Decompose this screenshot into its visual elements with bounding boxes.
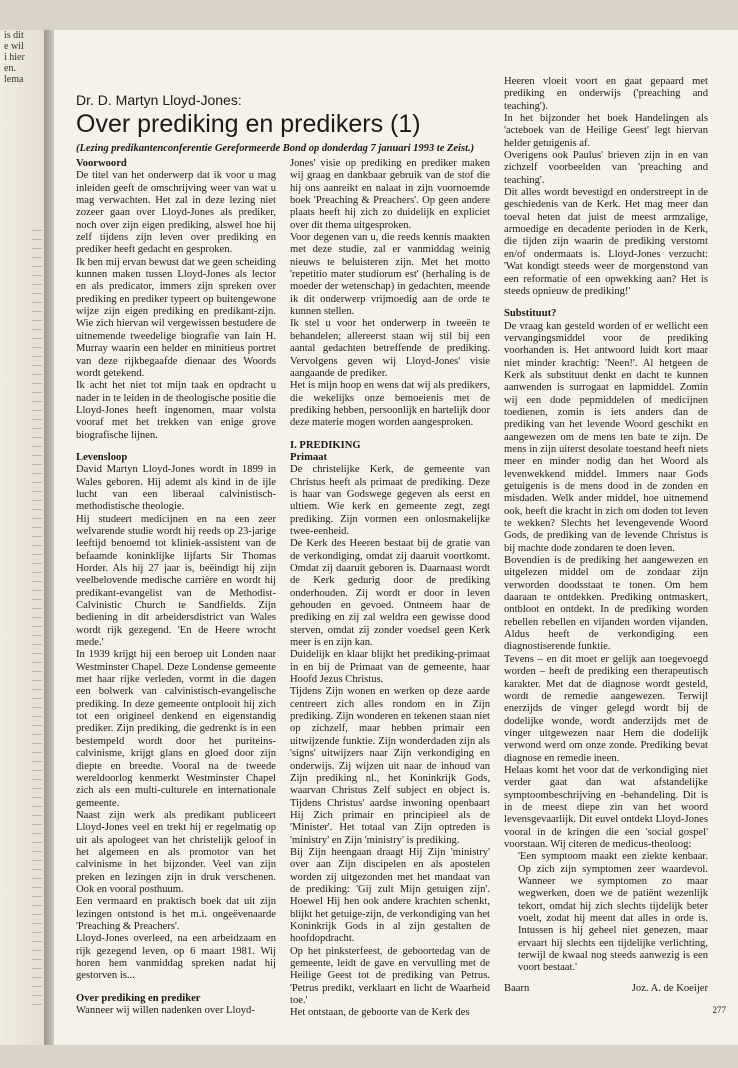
paragraph: De Kerk des Heeren bestaat bij de gratie van de verkondiging, omdat zij daaruit voortkomt. Omdat zij daaruit geboren is. Daarnaast wordt de Kerk gedurig door de prediking onderhouden. Zij wordt er door in leven gehouden en gevoed. Ontneem haar de prediking en zij zal weldra een gewisse dood sterven, omdat zij zonder voedsel geen Kerk meer is en zijn kan. bbox=[290, 538, 490, 649]
paragraph: Een vermaard en praktisch boek dat uit zijn lezingen ontstond is het m.i. ongeëvenaarde 'Preaching & Preachers'. bbox=[76, 896, 276, 932]
page-number: 277 bbox=[712, 1005, 726, 1015]
paragraph: Jones' visie op prediking en prediker maken wij graag en dankbaar gebruik van de stof die hij ons aanreikt en nalaat in zijn voornoemde boek 'Preaching & Preachers'. Op geen andere plaats heeft hij zich zo duidelijk en expliciet over dit thema uitgesproken. bbox=[290, 158, 490, 231]
author-line: Dr. D. Martyn Lloyd-Jones: bbox=[76, 92, 242, 108]
section-gap bbox=[76, 442, 276, 452]
article-subtitle: (Lezing predikantenconferentie Gereformeerde Bond op donderdag 7 januari 1993 te Zeist.) bbox=[76, 143, 475, 154]
paragraph: In het bijzonder het boek Handelingen als 'acteboek van de Heilige Geest' legt hiervan helder getuigenis af. bbox=[504, 113, 708, 149]
section-heading: I. PREDIKING bbox=[290, 439, 361, 451]
facing-page-text-blur bbox=[32, 230, 42, 1005]
facing-page-edge bbox=[0, 30, 44, 1045]
paragraph: Ik acht het niet tot mijn taak en opdracht u nader in te leiden in de theologische positie die Lloyd-Jones heeft ingenomen, maar volsta vooraf met het trekken van enige grove biografische lijnen. bbox=[76, 380, 276, 441]
paragraph: Duidelijk en klaar blijkt het prediking-primaat in en bij de Primaat van de gemeente, haar Hoofd Jezus Christus. bbox=[290, 649, 490, 686]
section-gap bbox=[504, 298, 708, 308]
column-3-body bbox=[504, 76, 708, 975]
margin-fragment: lema bbox=[4, 74, 24, 85]
paragraph: Wanneer wij willen nadenken over Lloyd- bbox=[76, 1005, 255, 1017]
paragraph: Het is mijn hoop en wens dat wij als predikers, die wekelijks onze bemoeienis met de prediking hebben, persoonlijk en hartelijk door deze materie mogen worden aangesproken. bbox=[290, 380, 490, 429]
text-column-2 bbox=[290, 158, 490, 1020]
book-gutter bbox=[44, 30, 54, 1045]
paragraph: Ik ben mij ervan bewust dat we geen scheiding kunnen maken tussen Lloyd-Jones als lector en als predicator, immers zijn spreken over prediking en prediker typeert op buitengewone wijze zijn eigen prediking en predikant-zijn. Wie zich hiervan wil vergewissen bestudere de uitnemende tweedelige biografie van Iain H. Murray waarin een helder en minitieus portret van deze rijkbegaafde dienaar des Woords wordt getekend. bbox=[76, 256, 276, 379]
paragraph: Het ontstaan, de geboorte van de Kerk des bbox=[290, 1007, 470, 1019]
paragraph: Tevens – en dit moet er gelijk aan toegevoegd worden – heeft de prediking een therapeutisch karakter. Met dat de diagnose wordt gesteld, wordt de remedie aangewezen. Terwijl enerzijds de vinger gelegd wordt bij de dodelijke wonde, wordt anderzijds met de vinger uitgewezen naar Hem die dodelijk verwond werd om onze zonde. Prediking bevat diagnose en remedie ineen. bbox=[504, 653, 708, 764]
paragraph: Bovendien is de prediking het aangewezen en uitgelezen middel om de zondaar zijn verworden doodsstaat te tonen. Om hem daaraan te ontdekken. Prediking ontmaskert, ontbloot en ontdekt. In de prediking worden rebellen rebellen en vijanden worden vijanden. Aldus heeft de verkondiging een diagnostiserende funktie. bbox=[504, 555, 708, 653]
section-heading: Over prediking en prediker bbox=[76, 992, 201, 1004]
section-heading: Voorwoord bbox=[76, 158, 127, 169]
paragraph: Heeren vloeit voort en gaat gepaard met prediking en onderwijs ('preaching and teaching'). bbox=[504, 76, 708, 112]
paragraph: Ik stel u voor het onderwerp in tweeën te behandelen; allereerst staan wij stil bij een aantal gedachten betreffende de prediking. Vervolgens geven wij Lloyd-Jones' visie aangaande de prediker. bbox=[290, 318, 490, 379]
signoff-name: Joz. A. de Koeijer bbox=[631, 982, 708, 994]
paragraph: De christelijke Kerk, de gemeente van Christus heeft als primaat de prediking. Deze is haar van Godswege gegeven als eerst en ultiem. Wie kerk en gemeente zegt, zegt prediking. Zijn vormen een onlosmakelijke twee-eenheid. bbox=[290, 464, 490, 537]
article-title: Over prediking en predikers (1) bbox=[76, 110, 421, 138]
paragraph: Naast zijn werk als predikant publiceert Lloyd-Jones veel en trekt hij er regelmatig op uit als apologeet van het christelijk geloof in het algemeen en als promotor van het calvinisme in het bijzonder. Veel van zijn preken en lezingen zijn in druk verschenen. Ook en vooral posthuum. bbox=[76, 809, 276, 895]
section-gap bbox=[290, 430, 490, 440]
paragraph: Bij Zijn heengaan draagt Hij Zijn 'ministry' over aan Zijn discipelen en als apostelen worden zij uitgezonden met het mandaat van de prediking: 'Gij zult Mijn getuigen zijn'. Hoewel Hij hen ook andere krachten schenkt, blijkt het getuige-zijn, de verkondiging van het Koninkrijk Gods in al zijn gestalten de hoofdopdracht. bbox=[290, 846, 490, 945]
margin-fragment: i hier bbox=[4, 52, 25, 63]
article-header bbox=[76, 92, 476, 154]
paragraph: Op het pinksterfeest, de geboortedag van de gemeente, leidt de gave en vervulling met de Heilige Geest tot de prediking van Petrus. 'Petrus predikt, verklaart en licht de Waarheid toe.' bbox=[290, 945, 490, 1007]
margin-fragment: e wil bbox=[4, 41, 24, 52]
margin-fragment: en. bbox=[4, 63, 16, 74]
paragraph: De vraag kan gesteld worden of er wellicht een vervangingsmiddel voor de prediking voorhanden is. Het antwoord luidt kort maar niet minder krachtig: 'Neen!'. Al hetgeen de Kerk als substituut denkt en dacht te kunnen aanwenden is surrogaat en lapmiddel. Zomin wij een dode pepmiddelen of medicijnen toedienen, zomin is iets anders dan de prediking van het levende Woord geschikt en aangewezen om de mens ten bate te zijn. De mens in zijn uiterst desolate toestand heeft niets meer en minder nodig dan het Woord als levenwekkend middel. Immers naar Gods getuigenis is de mens dood in de zonden en misdaden. Welk ander middel, hoe uitnemend ook, heeft die kracht in zich om doden tot leven te wekken? Slechts het levengevende Woord Gods, de prediking van de levende Christus is bij machte dode zondaren te doen leven. bbox=[504, 320, 708, 554]
block-quote: 'Een symptoom maakt een ziekte kenbaar. Op zich zijn symptomen zeer waardevol. Wanneer we symptomen zo maar wegwerken, doen we de patiënt wezenlijk tekort, omdat hij zich slechts tijdelijk beter voelt, zodat hij meent dat alles in orde is. Intussen is hij geheel niet genezen, maar ervaart hij slechts een tijdelijke verlichting, terwijl de kwaal nog steeds aanwezig is een voort bestaat.' bbox=[518, 851, 708, 974]
section-heading: Substituut? bbox=[504, 308, 557, 320]
margin-fragment: is dit bbox=[4, 30, 24, 41]
paragraph: Dit alles wordt bevestigd en onderstreept in de geschiedenis van de Kerk. Het mag meer dan toeval heten dat juist de meest armzalige, armoedige en decadente perioden in de Kerk, die tijden zijn waarin de prediking verstomt en/of ondermaats is. Lloyd-Jones verzucht: 'Wat kondigt steeds weer de morgenstond van een reformatie of een opwekking aan? Het is steeds opnieuw de prediking!' bbox=[504, 187, 708, 297]
text-column-1 bbox=[76, 158, 276, 1017]
signoff bbox=[504, 983, 708, 995]
paragraph: Voor degenen van u, die reeds kennis maakten met deze studie, zal er vanmiddag weinig nieuws te beluisteren zijn. Met het motto 'repetitio mater studiorum est' (herhaling is de moeder der wetenschap) in gedachten, meende ik dit onderwerp vrijmoedig aan de orde te kunnen stellen. bbox=[290, 232, 490, 318]
section-heading: Levensloop bbox=[76, 451, 128, 463]
paragraph: De titel van het onderwerp dat ik voor u mag inleiden geeft de omschrijving weer van wat u mag verwachten. Het zal in deze lezing niet zozeer gaan over Lloyd-Jones als prediker, noch over zijn eigen prediking, alswel hoe hij zelf tijdens zijn leven over prediking en prediker heeft gedacht en gesproken. bbox=[76, 170, 276, 256]
paragraph: Overigens ook Paulus' brieven zijn in en van zichzelf voorbeelden van 'preaching and teaching'. bbox=[504, 150, 708, 186]
paragraph: Helaas komt het voor dat de verkondiging niet verder gaat dan wat afstandelijke symptoombeschrijving en -behandeling. Dit is in de meest diepe zin van het woord levensgevaarlijk. Dit euvel ontdekt Lloyd-Jones vooral in de kringen die een 'social gospel' voorstaan. Wij citeren de medicus-theoloog: bbox=[504, 764, 708, 850]
paragraph: David Martyn Lloyd-Jones wordt in 1899 in Wales geboren. Hij ademt als kind in de ijle lucht van een liberaal calvinistisch-methodistische theologie. bbox=[76, 464, 276, 513]
magazine-page bbox=[54, 30, 738, 1045]
paragraph: Lloyd-Jones overleed, na een arbeidzaam en rijk gezegend leven, op 6 maart 1981. Wij horen hem vanmiddag spreken nadat hij gestorven is... bbox=[76, 933, 276, 982]
paragraph: Tijdens Zijn wonen en werken op deze aarde centreert zich alles rondom en in Zijn prediking. Zijn wonderen en tekenen staan niet op zichzelf, maar hebben primair een uitwijzende funktie. Zijn wonderdaden zijn als 'signs' uitwijzers naar Zijn verkondiging en onderwijs. Zij wijzen uit naar de inhoud van Zijn prediking nl., het Koninkrijk Gods, waarvan Christus Zelf subject en object is. Tijdens Christus' aardse inwoning openbaart Hij Zich primair en principieel als de 'Minister'. Het totaal van Zijn optreden is 'ministry' en Zijn 'ministry' is prediking. bbox=[290, 686, 490, 846]
section-heading: Primaat bbox=[290, 451, 328, 463]
section-gap bbox=[76, 983, 276, 993]
paragraph: Hij studeert medicijnen en na een zeer welvarende studie wordt hij reeds op 23-jarige leeftijd benoemd tot kliniek-assistent van de befaamde koninklijke lijfarts Sir Thomas Horder. Als hij 27 jaar is, beëindigt hij zijn veelbelovende medische carrière en wordt hij predikant-evangelist van de Methodist-Calvinistic Church te Sandfields. Zijn bediening in dit arbeidersdistrict van Wales wordt rijk gezegend. 'En de Heere wrocht mede.' bbox=[76, 513, 276, 649]
text-column-3 bbox=[504, 76, 708, 995]
signoff-place: Baarn bbox=[504, 982, 530, 994]
paragraph: In 1939 krijgt hij een beroep uit Londen naar Westminster Chapel. Deze Londense gemeente met haar rijke verleden, vormt in die dagen een bolwerk van calvinistisch-evangelische prediking. In deze gemeente ontplooit hij zich tot een origineel denkend en eigenstandig prediker. Zijn prediking, die gedrenkt is in een bestempeld wordt door het puriteins-calvinisme, krijgt glans en gloed door zijn diepte en breedte. Vooral na de tweede wereldoorlog kenmerkt Westminster Chapel zich als een multi-culturele en internationale gemeente. bbox=[76, 649, 276, 809]
